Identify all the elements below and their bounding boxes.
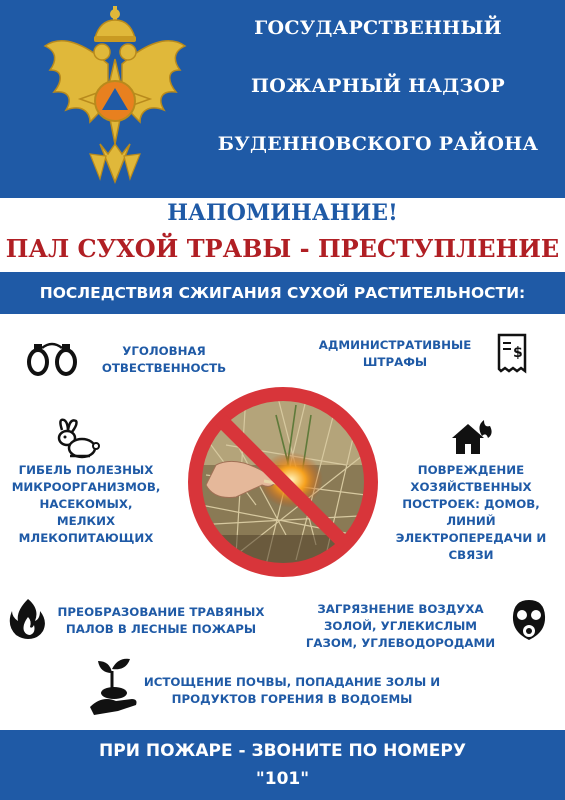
rabbit-icon: [50, 418, 100, 460]
org-title-line2: ПОЖАРНЫЙ НАДЗОР: [251, 75, 505, 97]
receipt-icon: [497, 333, 527, 375]
item-administrative-fines: АДМИНИСТРАТИВНЫЕ ШТРАФЫ: [318, 338, 472, 369]
item-fauna-loss: ГИБЕЛЬ ПОЛЕЗНЫХ МИКРООРГАНИЗМОВ, НАСЕКОМЫХ, МЕЛКИХ МЛЕКОПИТАЮЩИХ: [11, 463, 161, 545]
crime-title: ПАЛ СУХОЙ ТРАВЫ - ПРЕСТУПЛЕНИЕ: [5, 234, 560, 263]
org-title-line3: БУДЕННОВСКОГО РАЙОНА: [217, 133, 539, 155]
org-title-line1: ГОСУДАРСТВЕННЫЙ: [254, 17, 502, 39]
item-forest-fires: ПРЕОБРАЗОВАНИЕ ТРАВЯНЫХ ПАЛОВ В ЛЕСНЫЕ ПОЖАРЫ: [57, 605, 265, 636]
burning-house-icon: [448, 416, 494, 456]
reminder-title: НАПОМИНАНИЕ!: [167, 200, 398, 226]
item-soil-depletion: ИСТОЩЕНИЕ ПОЧВЫ, ПОПАДАНИЕ ЗОЛЫ И ПРОДУКТОВ ГОРЕНИЯ В ВОДОЕМЫ: [143, 675, 441, 706]
footer-call-text: ПРИ ПОЖАРЕ - ЗВОНИТЕ ПО НОМЕРУ: [99, 741, 466, 761]
gas-mask-icon: [510, 598, 548, 642]
sprout-hand-icon: [88, 655, 140, 717]
header-banner: [0, 0, 565, 198]
consequences-header: ПОСЛЕДСТВИЯ СЖИГАНИЯ СУХОЙ РАСТИТЕЛЬНОСТИ:: [0, 272, 565, 314]
grass-burning-prohibition-image: [176, 385, 391, 580]
item-buildings-damage: ПОВРЕЖДЕНИЕ ХОЗЯЙСТВЕННЫХ ПОСТРОЕК: ДОМОВ, ЛИНИЙ ЭЛЕКТРОПЕРЕДАЧИ И СВЯЗИ: [395, 463, 547, 562]
handcuffs-icon: [24, 340, 80, 378]
svg-text:$: $: [513, 345, 523, 361]
footer-call-banner: [0, 730, 565, 800]
item-air-pollution: ЗАГРЯЗНЕНИЕ ВОЗДУХА ЗОЛОЙ, УГЛЕКИСЛЫМ ГАЗОМ, УГЛЕВОДОРОДАМИ: [305, 602, 496, 650]
fire-icon: [8, 597, 48, 639]
item-criminal-liability: УГОЛОВНАЯ ОТВЕСТВЕННОСТЬ: [101, 344, 227, 375]
emergency-number: "101": [255, 769, 310, 789]
emchs-emblem-icon: [40, 4, 190, 194]
